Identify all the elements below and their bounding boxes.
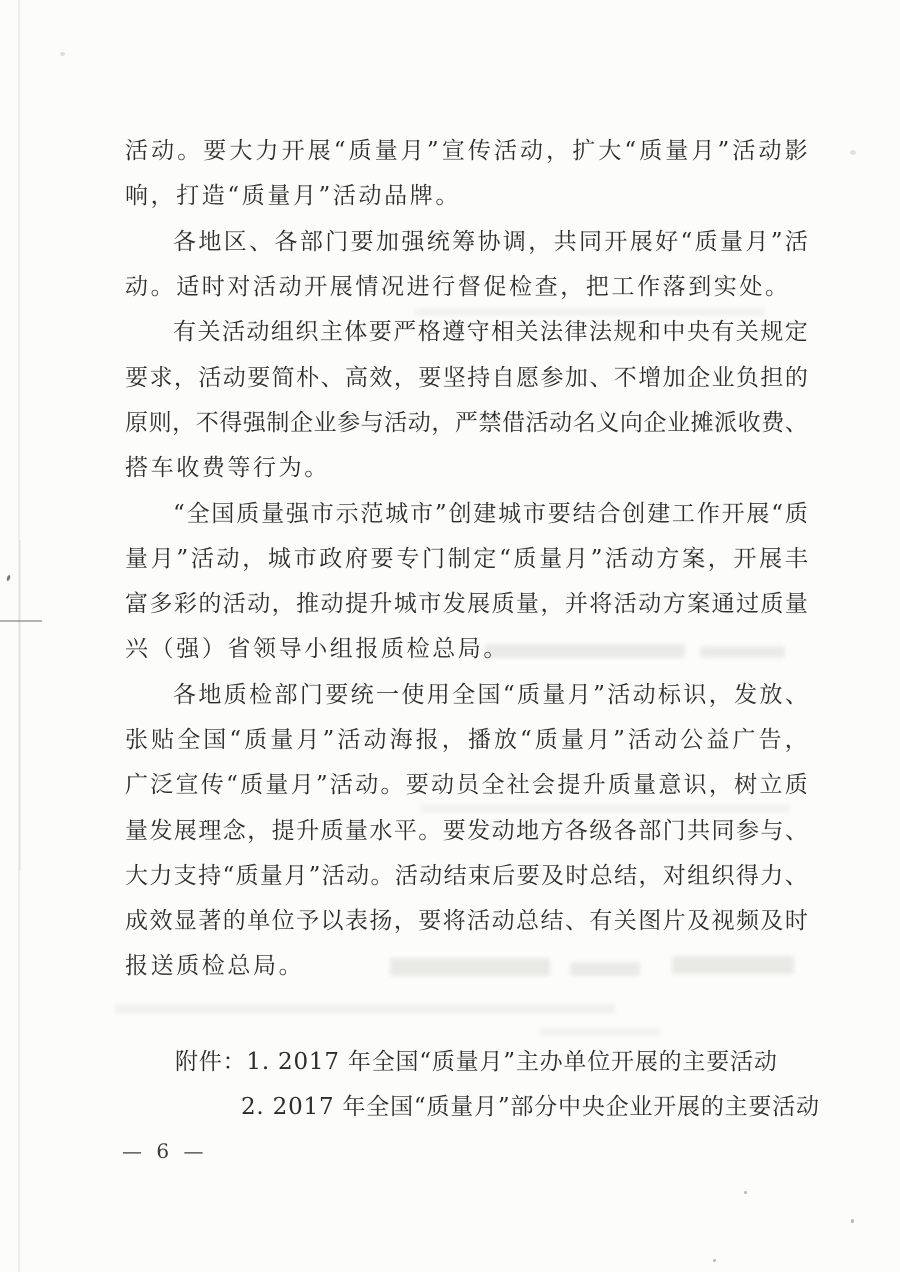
ink-speck	[713, 1259, 716, 1262]
attachment-list	[125, 1040, 820, 1131]
paragraph	[125, 129, 808, 220]
body-line: 大 力 支 持 “ 质 量 月 ” 活 动 。 活 动 结 束 后 要 及 时 总 结 ， 对 组 织 得 力 、	[125, 862, 808, 889]
scan-edge-line	[19, 540, 21, 870]
body-line: 成 效 显 著 的 单 位 予 以 表 扬 ， 要 将 活 动 总 结 、 有 关 图 片 及 视 频 及 时	[125, 908, 808, 935]
body-line: 各 地 区 、 各 部 门 要 加 强 统 筹 协 调 ， 共 同 开 展 好 “ 质 量 月 ” 活	[173, 228, 808, 255]
attachment-item-1: 附件：1. 2017 年全国“质量月”主办单位开展的主要活动	[175, 1048, 778, 1075]
attachment-item-2: 2. 2017 年全国“质量月”部分中央企业开展的主要活动	[241, 1093, 820, 1120]
body-line: 张 贴 全 国 “ 质 量 月 ” 活 动 海 报 ， 播 放 “ 质 量 月 ” 活 动 公 益 广 告 ，	[125, 727, 808, 753]
ink-speck	[851, 1219, 854, 1223]
ink-speck	[6, 575, 11, 582]
paragraph	[125, 310, 808, 491]
paragraph	[125, 220, 808, 311]
body-line: “ 全 国 质 量 强 市 示 范 城 市 ” 创 建 城 市 要 结 合 创 建 工 作 开 展 “ 质	[173, 500, 808, 527]
body-line: 活 动 。 要 大 力 开 展 “ 质 量 月 ” 宣 传 活 动 ， 扩 大 “ 质 量 月 ” 活 动 影	[125, 138, 808, 165]
ink-speck	[60, 52, 65, 56]
paragraph	[125, 491, 808, 672]
body-line: 量 月 ” 活 动 ， 城 市 政 府 要 专 门 制 定 “ 质 量 月 ” 活 动 方 案 ， 开 展 丰	[125, 545, 808, 572]
ink-speck	[744, 1191, 747, 1194]
body-line: 动。适时对活动开展情况进行督促检查，把工作落到实处。	[125, 273, 791, 300]
body-line: 各 地 质 检 部 门 要 统 一 使 用 全 国 “ 质 量 月 ” 活 动 标 识 ， 发 放 、	[173, 681, 808, 708]
document-body	[125, 129, 820, 1130]
body-line: 兴（强）省领导小组报质检总局。	[125, 636, 509, 663]
body-line: 响，打造“质量月”活动品牌。	[125, 183, 461, 210]
body-line: 富 多 彩 的 活 动 ， 推 动 提 升 城 市 发 展 质 量 ， 并 将 活 动 方 案 通 过 质 量	[125, 591, 808, 618]
ink-speck	[850, 150, 856, 155]
body-line: 要 求 ， 活 动 要 简 朴 、 高 效 ， 要 坚 持 自 愿 参 加 、 不 增 加 企 业 负 担 的	[125, 364, 808, 391]
body-line: 有 关 活 动 组 织 主 体 要 严 格 遵 守 相 关 法 律 法 规 和 中 央 有 关 规 定	[173, 319, 808, 346]
body-line: 报送质检总局。	[125, 953, 305, 980]
body-line: 广 泛 宣 传 “ 质 量 月 ” 活 动 。 要 动 员 全 社 会 提 升 质 量 意 识 ， 树 立 质	[125, 772, 808, 799]
margin-tick-mark	[0, 620, 42, 622]
paragraph	[125, 673, 808, 990]
body-line: 搭车收费等行为。	[125, 455, 330, 482]
body-line: 原 则 ， 不 得 强 制 企 业 参 与 活 动 ， 严 禁 借 活 动 名 义 向 企 业 摊 派 收 费 、	[125, 409, 808, 436]
page-number: — 6 —	[122, 1139, 208, 1163]
body-line: 量 发 展 理 念 ， 提 升 质 量 水 平 。 要 发 动 地 方 各 级 各 部 门 共 同 参 与 、	[125, 817, 808, 844]
